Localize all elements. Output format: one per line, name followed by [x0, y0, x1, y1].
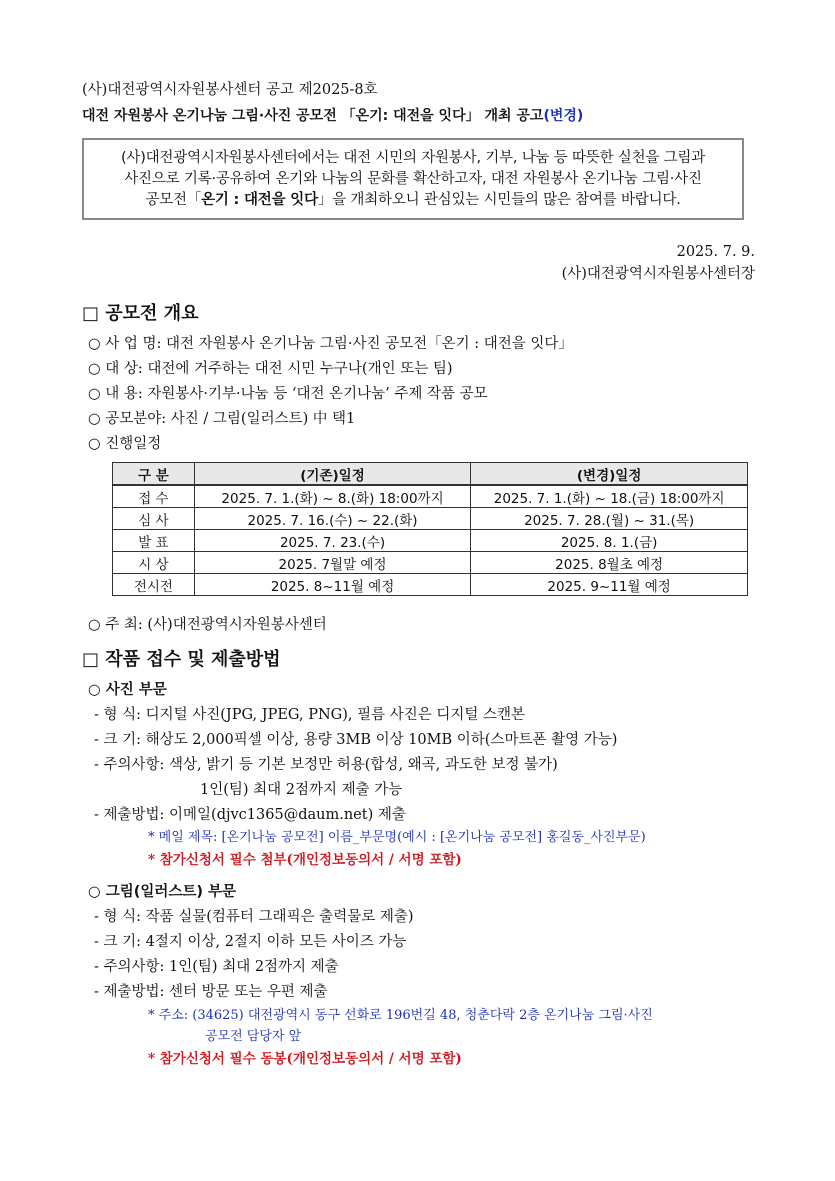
notice-number: (사)대전광역시자원봉사센터 공고 제2025-8호	[82, 82, 378, 98]
schedule-header-category: 구 분	[113, 463, 195, 486]
overview-item-field: ○ 공모분야: 사진 / 그림(일러스트) 中 택1	[88, 411, 356, 427]
photo-required-note: * 참가신청서 필수 첨부(개인정보동의서 / 서명 포함)	[148, 852, 462, 868]
schedule-cell-category: 발 표	[113, 530, 195, 552]
overview-item-host: ○ 주 최: (사)대전광역시자원봉사센터	[88, 617, 327, 633]
notice-title-main: 대전 자원봉사 온기나눔 그림·사진 공모전 「온기: 대전을 잇다」 개최 공고	[82, 108, 544, 124]
photo-caution-limit: 1인(팀) 최대 2점까지 제출 가능	[200, 782, 403, 798]
intro-box	[82, 138, 744, 220]
drawing-address-recipient: 공모전 담당자 앞	[205, 1029, 302, 1044]
drawing-size: - 크 기: 4절지 이상, 2절지 이하 모든 사이즈 가능	[94, 934, 407, 950]
section-submission-heading: □ 작품 접수 및 제출방법	[82, 649, 281, 670]
intro-line-3	[84, 190, 742, 211]
schedule-header-row	[113, 463, 748, 486]
overview-item-name: ○ 사 업 명: 대전 자원봉사 온기나눔 그림·사진 공모전「온기 : 대전을 잇다」	[88, 336, 573, 352]
intro-line-1: (사)대전광역시자원봉사센터에서는 대전 시민의 자원봉사, 기부, 나눔 등 따뜻한 실천을 그림과	[120, 150, 706, 166]
photo-format: - 형 식: 디지털 사진(JPG, JPEG, PNG), 필름 사진은 디지털 스캔본	[94, 707, 526, 723]
drawing-method: - 제출방법: 센터 방문 또는 우편 제출	[94, 984, 328, 1000]
schedule-cell-category: 전시전	[113, 574, 195, 596]
photo-size: - 크 기: 해상도 2,000픽셀 이상, 용량 3MB 이상 10MB 이하(스마트폰 촬영 가능)	[94, 732, 618, 748]
intro-line-3-pre: 공모전「	[145, 192, 202, 208]
schedule-cell-original: 2025. 8~11월 예정	[194, 574, 470, 596]
photo-method: - 제출방법: 이메일(djvc1365@daum.net) 제출	[94, 807, 406, 823]
schedule-cell-category: 접 수	[113, 485, 195, 508]
intro-line-3-post: 」을 개최하오니 관심있는 시민들의 많은 참여를 바랍니다.	[317, 192, 681, 208]
contest-name: 온기 : 대전을 잇다	[201, 192, 318, 208]
notice-title	[82, 106, 583, 126]
table-row	[113, 552, 748, 574]
photo-section-heading: ○ 사진 부문	[88, 682, 167, 698]
schedule-cell-changed: 2025. 9~11월 예정	[471, 574, 748, 596]
drawing-address: * 주소: (34625) 대전광역시 동구 선화로 196번길 48, 청춘다락 2층 온기나눔 그림·사진	[148, 1008, 653, 1023]
table-row	[113, 508, 748, 530]
schedule-cell-changed: 2025. 7. 28.(월) ~ 31.(목)	[471, 508, 748, 530]
schedule-cell-original: 2025. 7월말 예정	[194, 552, 470, 574]
overview-item-schedule: ○ 진행일정	[88, 436, 162, 452]
table-row	[113, 574, 748, 596]
overview-item-content: ○ 내 용: 자원봉사·기부·나눔 등 ‘대전 온기나눔’ 주제 작품 공모	[88, 386, 488, 402]
drawing-required-note: * 참가신청서 필수 동봉(개인정보동의서 / 서명 포함)	[148, 1051, 462, 1067]
photo-caution: - 주의사항: 색상, 밝기 등 기본 보정만 허용(합성, 왜곡, 과도한 보정 불가)	[94, 757, 558, 773]
notice-issuer: (사)대전광역시자원봉사센터장	[561, 266, 755, 282]
schedule-cell-changed: 2025. 8. 1.(금)	[471, 530, 748, 552]
schedule-cell-category: 심 사	[113, 508, 195, 530]
schedule-header-changed: (변경)일정	[471, 463, 748, 486]
drawing-format: - 형 식: 작품 실물(컴퓨터 그래픽은 출력물로 제출)	[94, 909, 414, 925]
schedule-cell-original: 2025. 7. 16.(수) ~ 22.(화)	[194, 508, 470, 530]
section-overview-heading: □ 공모전 개요	[82, 303, 199, 324]
schedule-cell-changed: 2025. 8월초 예정	[471, 552, 748, 574]
schedule-cell-original: 2025. 7. 23.(수)	[194, 530, 470, 552]
notice-date: 2025. 7. 9.	[676, 244, 755, 260]
schedule-cell-original: 2025. 7. 1.(화) ~ 8.(화) 18:00까지	[194, 485, 470, 508]
table-row	[113, 530, 748, 552]
schedule-cell-changed: 2025. 7. 1.(화) ~ 18.(금) 18:00까지	[471, 485, 748, 508]
drawing-section-heading: ○ 그림(일러스트) 부문	[88, 884, 237, 900]
table-row	[113, 485, 748, 508]
notice-title-change: (변경)	[543, 108, 584, 124]
schedule-table	[112, 462, 748, 596]
drawing-caution: - 주의사항: 1인(팀) 최대 2점까지 제출	[94, 959, 339, 975]
schedule-header-original: (기존)일정	[194, 463, 470, 486]
overview-item-target: ○ 대 상: 대전에 거주하는 대전 시민 누구나(개인 또는 팀)	[88, 361, 453, 377]
intro-line-2: 사진으로 기록·공유하여 온기와 나눔의 문화를 확산하고자, 대전 자원봉사 온기나눔 그림·사진	[124, 171, 702, 187]
photo-mail-subject: * 메일 제목: [온기나눔 공모전] 이름_부문명(예시 : [온기나눔 공모전] 홍길동_사진부문)	[148, 830, 646, 845]
schedule-cell-category: 시 상	[113, 552, 195, 574]
